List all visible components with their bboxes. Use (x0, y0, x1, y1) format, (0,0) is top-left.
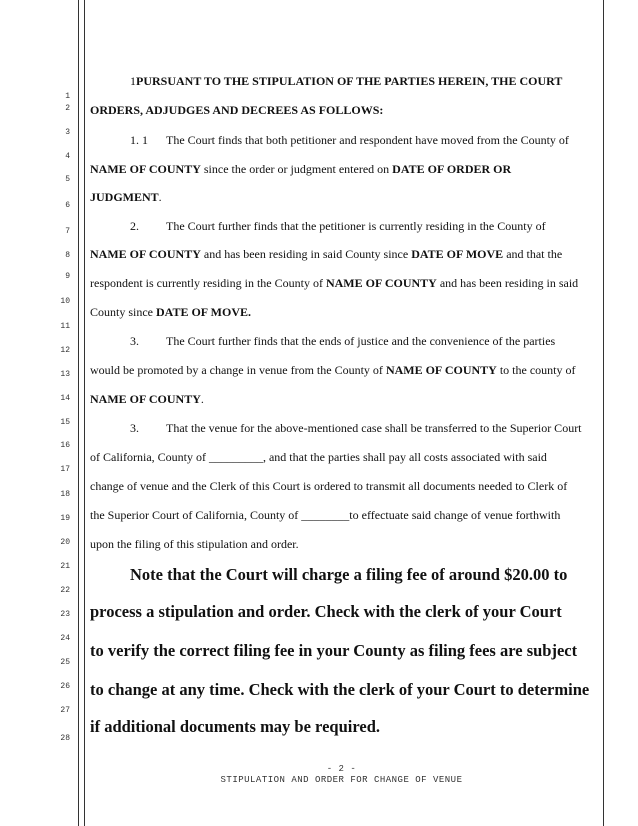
text-run: and has been residing in said County since (200, 247, 412, 261)
line-number: 20 (60, 538, 70, 547)
text-run: upon the filing of this stipulation and order. (90, 537, 299, 551)
text-run: respondent is currently residing in the County of (90, 276, 326, 290)
body-line (90, 247, 600, 261)
body-line (90, 219, 600, 233)
paragraph-number: 1. 1 (130, 133, 148, 147)
text-run: would be promoted by a change in venue from the County of (90, 363, 386, 377)
paragraph-number: 2. (130, 219, 139, 233)
text-run: . (200, 392, 204, 406)
line-number: 26 (60, 682, 70, 691)
placeholder-county: NAME OF COUNTY (90, 247, 201, 261)
footer-title: STIPULATION AND ORDER FOR CHANGE OF VENUE (220, 775, 463, 785)
text-run: to the county of (496, 363, 576, 377)
line-number: 4 (65, 152, 70, 161)
note-line: if additional documents may be required. (90, 717, 380, 736)
line-number: 7 (65, 227, 70, 236)
text-run: The Court finds that both petitioner and respondent have moved from the County of (166, 133, 569, 147)
margin-line-left-inner (84, 0, 85, 826)
body-line (90, 537, 600, 551)
text-run: and has been residing in said (436, 276, 579, 290)
text-run: of California, County of _________, and that the parties shall pay all costs associated with said (90, 450, 547, 464)
placeholder-date: DATE OF MOVE. (156, 305, 251, 319)
line-number: 3 (65, 128, 70, 137)
line-number: 28 (60, 734, 70, 743)
text-run: The Court further finds that the petitioner is currently residing in the County of (166, 219, 546, 233)
paragraph-number: 3. (130, 421, 139, 435)
line-number: 2 (65, 104, 70, 113)
body-line (90, 392, 600, 406)
body-line (90, 103, 600, 117)
placeholder-county: NAME OF COUNTY (325, 276, 437, 290)
line-number: 24 (60, 634, 70, 643)
paragraph-marker: 1 (130, 74, 136, 88)
text-run: That the venue for the above-mentioned case shall be transferred to the Superior Court (166, 421, 582, 435)
body-line (90, 363, 600, 377)
line-number: 15 (60, 418, 70, 427)
line-number: 6 (65, 201, 70, 210)
page-number: - 2 - (326, 764, 357, 774)
placeholder-date: DATE OF ORDER OR (392, 162, 512, 176)
text-run: change of venue and the Clerk of this Court is ordered to transmit all documents needed to Clerk of (90, 479, 568, 493)
note-line: process a stipulation and order. Check with the clerk of your Court (90, 602, 562, 621)
line-number: 8 (65, 251, 70, 260)
line-number: 16 (60, 441, 70, 450)
line-number: 21 (60, 562, 70, 571)
note-line: to change at any time. Check with the clerk of your Court to determine (90, 680, 590, 699)
text-run: . (158, 190, 162, 204)
body-line (90, 162, 600, 176)
body-line (90, 334, 600, 348)
order-heading: PURSUANT TO THE STIPULATION OF THE PARTIES HEREIN, THE COURT (136, 74, 563, 88)
margin-line-right (603, 0, 604, 826)
line-number: 18 (60, 490, 70, 499)
line-number: 11 (60, 322, 70, 331)
body-line (90, 305, 600, 319)
line-number: 27 (60, 706, 70, 715)
line-number: 23 (60, 610, 70, 619)
line-number: 13 (60, 370, 70, 379)
body-line (90, 479, 600, 493)
body-line (90, 133, 600, 147)
line-number: 25 (60, 658, 70, 667)
line-number: 1 (65, 92, 70, 101)
body-line (90, 508, 600, 522)
order-heading-cont: ORDERS, ADJUDGES AND DECREES AS FOLLOWS: (90, 103, 384, 117)
text-run: since the order or judgment entered on (200, 162, 393, 176)
placeholder-county: NAME OF COUNTY (90, 392, 201, 406)
body-line (90, 450, 600, 464)
text-run: and that the (503, 247, 563, 261)
line-number: 19 (60, 514, 70, 523)
line-number: 17 (60, 465, 70, 474)
line-number: 10 (60, 297, 70, 306)
placeholder-county: NAME OF COUNTY (90, 162, 201, 176)
body-line (90, 276, 600, 290)
body-line (90, 190, 600, 204)
placeholder-date: DATE OF MOVE (411, 247, 504, 261)
placeholder-date: JUDGMENT (90, 190, 159, 204)
paragraph-number: 3. (130, 334, 139, 348)
line-number: 12 (60, 346, 70, 355)
margin-line-left-outer (78, 0, 79, 826)
placeholder-county: NAME OF COUNTY (385, 363, 497, 377)
note-line: to verify the correct filing fee in your County as filing fees are subject (90, 641, 578, 660)
line-number: 14 (60, 394, 70, 403)
line-number: 9 (65, 272, 70, 281)
text-run: County since (90, 305, 156, 319)
line-number: 5 (65, 175, 70, 184)
line-number: 22 (60, 586, 70, 595)
body-line (90, 74, 600, 88)
text-run: The Court further finds that the ends of justice and the convenience of the parties (166, 334, 556, 348)
body-line (90, 421, 600, 435)
note-line: Note that the Court will charge a filing fee of around $20.00 to (130, 565, 568, 584)
text-run: the Superior Court of California, County of ________to effectuate said change of venue forthwith (90, 508, 561, 522)
